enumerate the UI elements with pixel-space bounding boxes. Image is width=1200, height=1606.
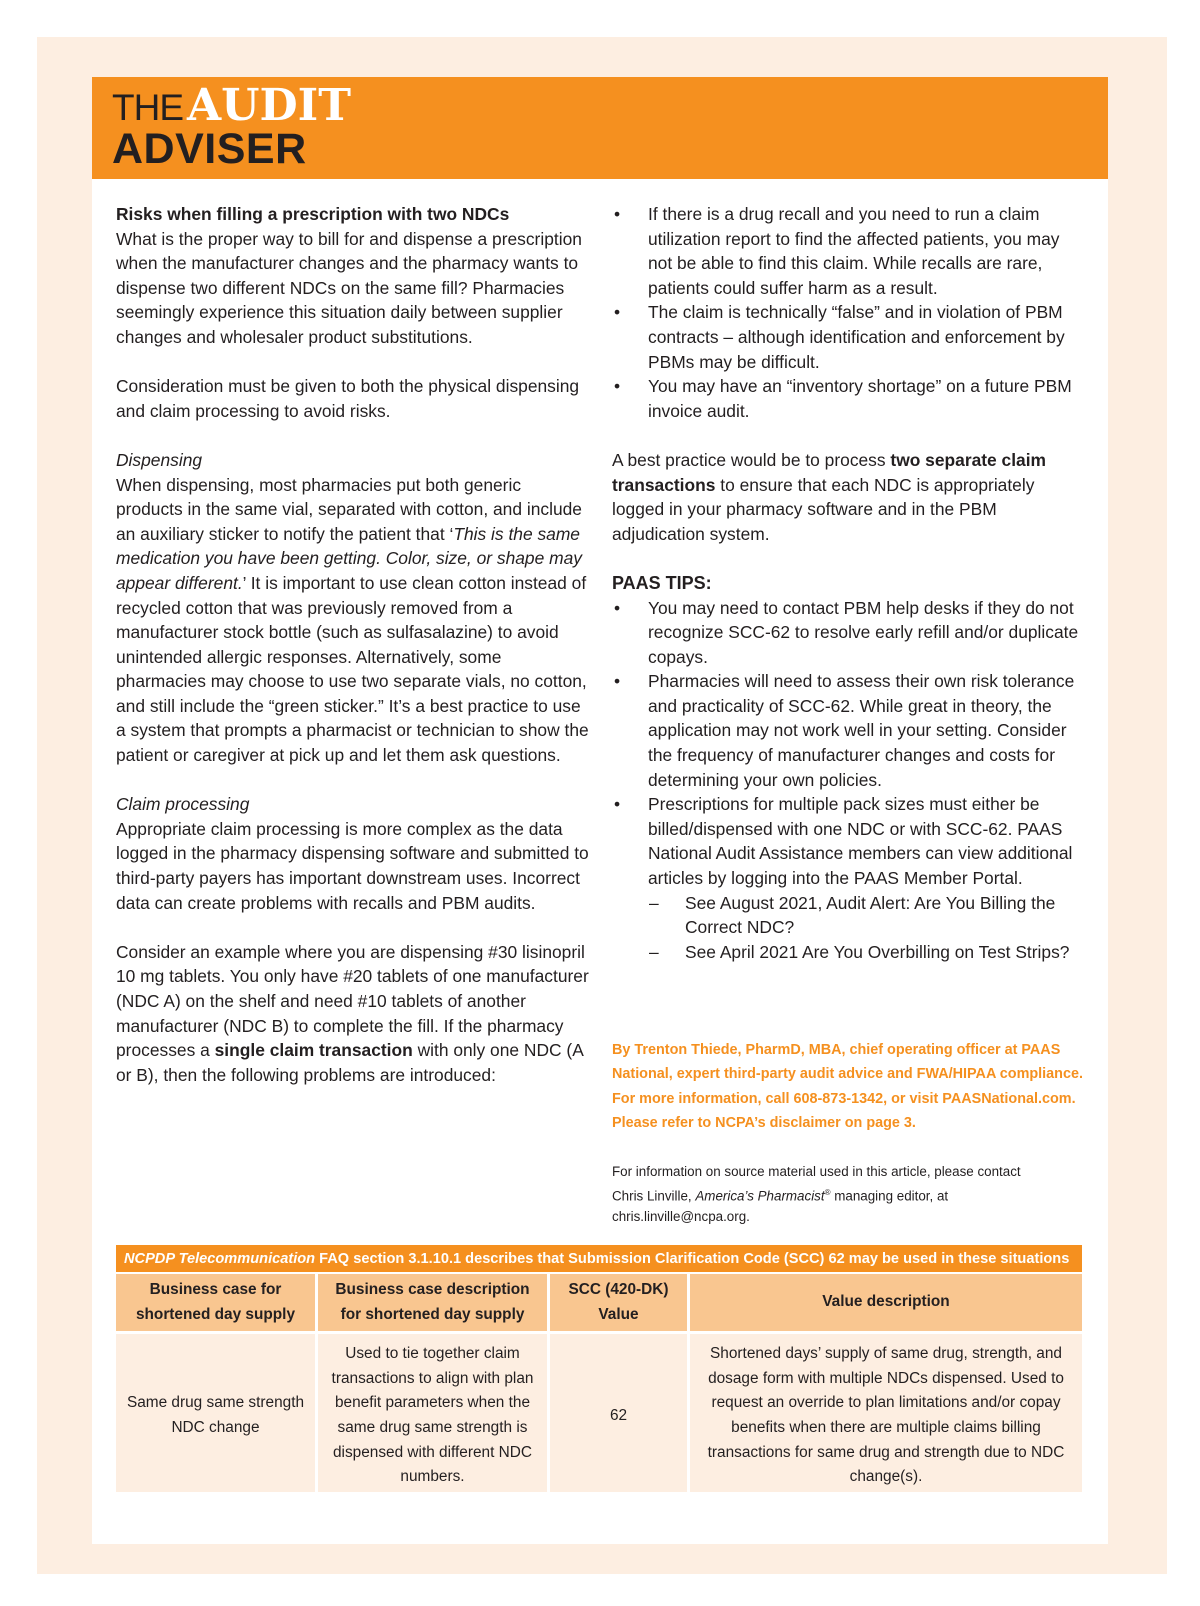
table-header: SCC (420-DK) Value	[550, 1272, 690, 1331]
masthead-adviser: ADVISER	[112, 125, 307, 173]
dispensing-paragraph: When dispensing, most pharmacies put both generic products in the same vial, separated with cotton, and include an auxiliary sticker to notify the patient that ‘This is the same medication you have been getting. Color, size, or shape may appear different.’ It is important to use clean cotton instead of recycled cotton that was previously removed from a manufacturer stock bottle (such as sulfasalazine) to avoid unintended allergic responses. Alternatively, some pharmacies may choose to use two separate vials, no cotton, and still include the “green sticker.” It’s a best practice to use a system that prompts a pharmacist or technician to show the patient or caregiver at pick up and let them ask questions.	[116, 474, 589, 766]
intro-paragraph: What is the proper way to bill for and dispense a prescription when the manufacturer changes and the pharmacy wants to dispense two different NDCs on the same fill? Pharmacies seemingly experience this situation daily between supplier changes and wholesaler product substitutions.	[116, 228, 582, 347]
table-cell: Shortened days’ supply of same drug, strength, and dosage form with multiple NDCs dispensed. Used to request an override to plan limitations and/or copay benefits when there are multiple claims billing transactions for same drug and strength due to NDC change(s).	[690, 1331, 1082, 1492]
scc-table	[116, 1245, 1082, 1492]
list-item: – See April 2021 Are You Overbilling on Test Strips?	[649, 941, 1070, 962]
left-column	[116, 202, 590, 1087]
author-byline: By Trenton Thiede, PharmD, MBA, chief operating officer at PAAS National, expert third-party audit advice and FWA/HIPAA compliance. For more information, call 608-873-1342, or visit PAASNational.com. Please refer to NCPA’s disclaimer on page 3.	[612, 1042, 1083, 1131]
best-practice-paragraph: A best practice would be to process two separate claim transactions to ensure that each NDC is appropriately logged in your pharmacy software and in the PBM adjudication system.	[612, 449, 1047, 544]
paas-tips-title: PAAS TIPS:	[612, 572, 712, 593]
table-cell: 62	[550, 1331, 690, 1492]
example-paragraph: Consider an example where you are dispensing #30 lisinopril 10 mg tablets. You only have #20 tablets of one manufacturer (NDC A) on the shelf and need #10 tablets of another manufacturer (NDC B) to complete the fill. If the pharmacy processes a single claim transaction with only one NDC (A or B), then the following problems are introduced:	[116, 941, 589, 1085]
masthead-the: THE	[112, 87, 183, 128]
sticker-quote: This is the same medication you have been getting. Color, size, or shape may appear different.	[116, 523, 582, 593]
article-heading: Risks when filling a prescription with two NDCs	[116, 204, 510, 224]
table-row	[116, 1331, 1082, 1492]
consideration-paragraph: Consideration must be given to both the physical dispensing and claim processing to avoid risks.	[116, 376, 580, 421]
problems-list	[612, 202, 1088, 423]
table-caption: NCPDP Telecommunication FAQ section 3.1.10.1 describes that Submission Clarification Code (SCC) 62 may be used in these situations	[116, 1245, 1082, 1272]
list-item: – See August 2021, Audit Alert: Are You Billing the Correct NDC?	[649, 892, 1056, 938]
list-item: • You may need to contact PBM help desks if they do not recognize SCC-62 to resolve early refill and/or duplicate copays.	[614, 597, 1079, 667]
two-claims-emphasis: two separate claim transactions	[612, 449, 1047, 495]
table-header: Value description	[690, 1272, 1082, 1331]
list-item: • The claim is technically “false” and in violation of PBM contracts – although identification and enforcement by PBMs may be difficult.	[614, 302, 1065, 372]
table-cell: Same drug same strength NDC change	[116, 1331, 318, 1492]
claim-processing-title: Claim processing	[116, 794, 250, 815]
list-item: • Prescriptions for multiple pack sizes must either be billed/dispensed with one NDC or with SCC-62. PAAS National Audit Assistance members can view additional articles by logging into the PAAS Member Portal.	[614, 794, 1073, 889]
masthead-audit: AUDIT	[187, 80, 351, 131]
table-cell: Used to tie together claim transactions to align with plan benefit parameters when the same drug same strength is dispensed with different NDC numbers.	[318, 1331, 550, 1492]
single-claim-emphasis: single claim transaction	[214, 1040, 413, 1061]
masthead	[112, 80, 351, 173]
list-item: • If there is a drug recall and you need to run a claim utilization report to find the affected patients, you may not be able to find this claim. While recalls are rare, patients could suffer harm as a result.	[614, 204, 1060, 298]
table-header: Business case for shortened day supply	[116, 1272, 318, 1331]
list-item: • Pharmacies will need to assess their own risk tolerance and practicality of SCC-62. While great in theory, the application may not work well in your setting. Consider the frequency of manufacturer changes and costs for determining your own policies.	[614, 671, 1075, 790]
right-column	[612, 202, 1088, 964]
table-header: Business case description for shortened day supply	[318, 1272, 550, 1331]
dispensing-title: Dispensing	[116, 449, 203, 470]
source-note: For information on source material used in this article, please contact Chris Linville, America’s Pharmacist® managing editor, at chris.linville@ncpa.org.	[612, 1164, 1021, 1224]
claim-processing-paragraph: Appropriate claim processing is more complex as the data logged in the pharmacy dispensing software and submitted to third-party payers has important downstream uses. Incorrect data can create problems with recalls and PBM audits.	[116, 818, 589, 913]
tips-list	[612, 596, 1088, 891]
scc-data-table	[116, 1272, 1082, 1492]
related-articles-list	[612, 891, 1088, 965]
list-item: • You may have an “inventory shortage” on a future PBM invoice audit.	[614, 376, 1072, 421]
